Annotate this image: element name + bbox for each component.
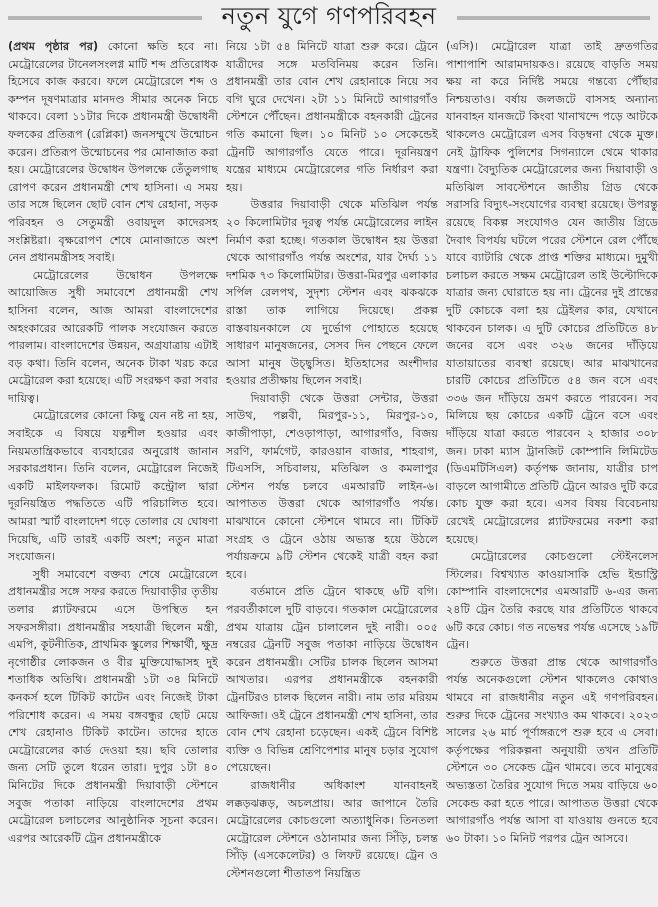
paragraph: রাজধানীর অধিকাংশ যানবাহনই লক্কড়ঝক্কড়, অচলপ্রায়। আর জাপানে তৈরি মেট্রোরেলের কোচগুলো অত্যাধুনিক। তিনতলা মেট্রোরেল স্টেশনে ওঠানামার জন্য সিঁড়ি, চলন্ত সিঁড়ি (এসকেলেটর) ও লিফট রয়েছে। ট্রেন ও স্টেশনগুলো শীতাতপ নিয়ন্ত্রিত bbox=[226, 778, 438, 880]
paragraph: উত্তরার দিয়াবাড়ী থেকে মতিঝিল পর্যন্ত ২০ কিলোমিটার দূরত্ব পর্যন্ত মেট্রোরেলের লাইন নির্মাণ করা হচ্ছে। গতকাল উদ্বোধন হয় উত্তরা থেকে আগারগাঁও পর্যন্ত অংশের, যার দৈর্ঘ্য ১১ দশমিক ৭৩ কিলোমিটার। উত্তরা-মিরপুর এলাকার সর্পিল রেলপথ, সুদৃশ্য স্টেশন এবং ঝকঝকে রাস্তা তাক লাগিয়ে দিয়েছে। প্রকল্প বাস্তবায়নকালে যে দুর্ভোগ পোহাতে হয়েছে সাধারণ মানুষজনের, সেসব দিন পেছনে ফেলে আসা মানুষ উচ্ছ্বসিত। ইতিহাসের অংশীদার হওয়ার প্রতীক্ষায় ছিলেন সবাই। bbox=[226, 198, 438, 388]
headline-rule-left bbox=[8, 16, 202, 20]
paragraph: মেট্রোরেলের কোচগুলো স্টেইনলেস স্টিলের। বিশ্বখ্যাত কাওয়াসাকি হেভি ইন্ডাস্ট্রি কোম্পানি বাংলাদেশের এমআরটি ৬-এর জন্য ২৪টি ট্রেন তৈরি করছে যার প্রতিটিতে থাকবে ৬টি করে কোচ। গত নভেম্বর পর্যন্ত এসেছে ১৯টি ট্রেন। bbox=[446, 550, 658, 652]
paragraph: বর্তমানে প্রতি ট্রেনে থাকছে ৬টি বগি। পরবর্তীকালে দুটি বাড়বে। গতকাল মেট্রোরেলের প্রথম যাত্রায় ট্রেন চালালেন দুই নারী। ০০৫ নম্বরের ট্রেনটি সবুজ পতাকা নাড়িয়ে উদ্বোধন করেন প্রধানমন্ত্রী। সেটির চালক ছিলেন আসমা আখতার। এরপর প্রধানমন্ত্রীকে বহনকারী ট্রেনটিরও চালক ছিলেন নারী। নাম তার মরিয়ম আফিজা। ওই ট্রেনে প্রধানমন্ত্রী শেখ হাসিনা, তার বোন শেখ রেহানা চড়েছেন। একই ট্রেনে বিশিষ্ট ব্যক্তি ও বিভিন্ন শ্রেণিপেশার মানুষ চড়ার সুযোগ পেয়েছেন। bbox=[226, 585, 438, 775]
article-column-3 bbox=[446, 38, 658, 900]
paragraph: মেট্রোরেলের উদ্বোধন উপলক্ষে আয়োজিত সুধী সমাবেশে প্রধানমন্ত্রী শেখ হাসিনা বলেন, আজ আমরা বাংলাদেশের অহংকারের আরেকটি পালক সংযোজন করতে পারলাম। বাংলাদেশের উন্নয়ন, অগ্রযাত্রায় এটাই বড় কথা। তিনি বলেন, অনেক টাকা খরচ করে মেট্রোরেল করা হয়েছে। এটি সংরক্ষণ করা সবার দায়িত্ব। bbox=[8, 268, 218, 405]
article-body bbox=[8, 38, 658, 900]
paragraph: নিয়ে ১টা ৫৪ মিনিটে যাত্রা শুরু করে। ট্রেনে যাত্রীদের সঙ্গে মতবিনিময় করেন তিনি। প্রধানমন্ত্রী তার বোন শেখ রেহানাকে নিয়ে সব বগি ঘুরে দেখেন। ২টা ১১ মিনিটে আগারগাঁও স্টেশনে পৌঁছেন। প্রধানমন্ত্রীকে বহনকারী ট্রেনের গতি কমানো ছিল। ১০ মিনিট ১০ সেকেন্ডেই ট্রেনটি আগারগাঁও যেতে পারে। দূরনিয়ন্ত্রণ যন্ত্রের মাধ্যমে মেট্রোরেলের গতি নির্ধারণ করা হয়। bbox=[226, 40, 438, 194]
continued-from-label: (প্রথম পৃষ্ঠার পর) bbox=[8, 40, 99, 53]
article-column-1 bbox=[8, 38, 218, 900]
paragraph: সুধী সমাবেশে বক্তব্য শেষে মেট্রোরেলে প্রধানমন্ত্রীর সঙ্গে সফর করতে দিয়াবাড়ীর তৃতীয় তলার প্ল্যাটফরমে এসে উপস্থিত হন সফরসঙ্গীরা। প্রধানমন্ত্রীর সহযাত্রী ছিলেন মন্ত্রী, এমপি, কূটনীতিক, প্রাথমিক স্কুলের শিক্ষার্থী, ক্ষুদ্র নৃগোষ্ঠীর লোকজন ও বীর মুক্তিযোদ্ধাসহ দুই শতাধিক অতিথি। প্রধানমন্ত্রী ১টা ৩৪ মিনিটে কনকর্স হলে টিকিট কাটেন এবং নিজেই টাকা পরিশোধ করেন। এ সময় বঙ্গবন্ধুর ছোট মেয়ে শেখ রেহানাও টিকিট কাটেন। তাদের হাতে মেট্রোরেলের কার্ড দেওয়া হয়। ছবি তোলার জন্য সেটি তুলে ধরেন তারা। দুপুর ১টা ৪০ মিনিটের দিকে প্রধানমন্ত্রী দিয়াবাড়ী স্টেশনে সবুজ পতাকা নাড়িয়ে বাংলাদেশের প্রথম মেট্রোরেল চলাচলের আনুষ্ঠানিক সূচনা করেন। এরপর আরেকটি ট্রেন প্রধানমন্ত্রীকে bbox=[8, 567, 218, 845]
paragraph: দিয়াবাড়ী থেকে উত্তরা সেন্টার, উত্তরা সাউথ, পল্লবী, মিরপুর-১১, মিরপুর-১০, কাজীপাড়া, শেওড়াপাড়া, আগারগাঁও, বিজয় সরণি, ফার্মগেট, কারওয়ান বাজার, শাহবাগ, টিএসসি, সচিবালয়, মতিঝিল ও কমলাপুর স্টেশন পর্যন্ত চলবে এমআরটি লাইন-৬। আপাতত উত্তরা থেকে আগারগাঁও পর্যন্ত। মাঝখানে কোনো স্টেশনে থামবে না। টিকিট সংগ্রহ ও ট্রেনে ওঠায় অভ্যস্ত হয়ে উঠলে পর্যায়ক্রমে ৯টি স্টেশন থেকেই যাত্রী বহন করা হবে। bbox=[226, 391, 438, 581]
paragraph bbox=[8, 38, 218, 267]
headline-bar bbox=[0, 0, 658, 36]
paragraph-text: কোনো ক্ষতি হবে না। মেট্রোরেলের টানেলসংলগ্ন মাটি শব্দ প্রতিরোধক হিসেবে কাজ করবে। ফলে মেট্রোরেলে শব্দ ও কম্পন দূষণমাত্রার মানদণ্ড সীমার অনেক নিচে থাকবে। বেলা ১১টার দিকে প্রধানমন্ত্রী উদ্বোধনী ফলকের প্রতিরূপ (রেপ্লিকা) জনসম্মুখে উন্মোচন করেন। প্রতিরূপ উন্মোচনের পর মোনাজাত করা হয়। মেট্রোরেলের উদ্বোধন উপলক্ষে তেঁতুলগাছ রোপণ করেন প্রধানমন্ত্রী শেখ হাসিনা। এ সময় তার সঙ্গে ছিলেন ছোট বোন শেখ রেহানা, সড়ক পরিবহন ও সেতুমন্ত্রী ওবায়দুল কাদেরসহ সংশ্লিষ্টরা। বৃক্ষরোপণ শেষে মোনাজাতে অংশ নেন প্রধানমন্ত্রীসহ সবাই। bbox=[8, 40, 218, 265]
article-column-2 bbox=[226, 38, 438, 900]
headline-rule-right bbox=[457, 16, 651, 20]
paragraph: (এসি)। মেট্রোরেল যাত্রা তাই দ্রুতগতির পাশাপাশি আরামদায়কও। রয়েছে বাড়তি সময় ক্ষয় না করে নির্দিষ্ট সময়ে গন্তব্যে পৌঁছার নিশ্চয়তাও। বর্ষায় জলজটে বাসসহ অন্যান্য যানবাহন যানজটে কিংবা খানাখন্দে পড়ে আটকে থাকলেও মেট্রোরেল এসব বিড়ম্বনা থেকে মুক্ত। নেই ট্রাফিক পুলিশের সিগন্যালে থেমে থাকার যন্ত্রণা। বৈদ্যুতিক মেট্রোরেলের জন্য দিয়াবাড়ী ও মতিঝিল সাবস্টেশনে জাতীয় গ্রিড থেকে সরাসরি বিদ্যুৎ-সংযোগের ব্যবস্থা রয়েছে। উপরন্তু রয়েছে বিকল্প সংযোগও যেন জাতীয় গ্রিডে দৈবাৎ বিপর্যয় ঘটলে পরের স্টেশনে রেল পৌঁছে যাবে ব্যাটারি থেকে প্রাপ্ত শক্তির মাধ্যমে। দুমুখী চলাচল করতে সক্ষম মেট্রোরেল তাই উল্টোদিকে যাত্রার জন্য ঘোরাতে হয় না। ট্রেনের দুই প্রান্তের দুটি কোচকে বলা হয় ট্রেইলর কার, যেখানে থাকবেন চালক। এ দুটি কোচের প্রতিটিতে ৪৮ জনের বসে এবং ৩২৬ জনের দাঁড়িয়ে যাতায়াতের ব্যবস্থা রয়েছে। আর মাঝখানের চারটি কোচের প্রতিটিতে ৫৪ জন বসে এবং ৩৩৬ জন দাঁড়িয়ে ভ্রমণ করতে পারবেন। সব মিলিয়ে ছয় কোচের একটি ট্রেনে বসে এবং দাঁড়িয়ে যাত্রা করতে পারবেন ২ হাজার ৩০৮ জন। ঢাকা ম্যাস ট্রানজিট কোম্পানি লিমিটেড (ডিএমটিসিএল) কর্তৃপক্ষ জানায়, যাত্রীর চাপ বাড়লে আগামীতে প্রতিটি ট্রেনে আরও দুটি করে কোচ যুক্ত করা হবে। এসব বিষয় বিবেচনায় রেখেই মেট্রোরেলের প্ল্যাটফরমের নকশা করা হয়েছে। bbox=[446, 40, 658, 546]
headline-title: নতুন যুগে গণপরিবহন bbox=[221, 2, 437, 30]
paragraph: শুরুতে উত্তরা প্রান্ত থেকে আগারগাঁও পর্যন্ত অনেকগুলো স্টেশন থাকলেও কোথাও থামবে না রাজধানীর নতুন এই গণপরিবহন। শুরুর দিকে ট্রেনের সংখ্যাও কম থাকবে। ২০২৩ সালের ২৬ মার্চ পূর্ণাঙ্গরূপে শুরু হবে এ সেবা। কর্তৃপক্ষের পরিকল্পনা অনুযায়ী তখন প্রতিটি স্টেশনে ৩০ সেকেন্ড ট্রেন থামবে। তবে মানুষের অভ্যস্ততা তৈরির সুযোগ দিতে সময় বাড়িয়ে ৬০ সেকেন্ড করা হতে পারে। আপাতত উত্তরা থেকে আগারগাঁও পর্যন্ত আসা বা যাওয়ায় গুনতে হবে ৬০ টাকা। ১০ মিনিট পরপর ট্রেন আসবে। bbox=[446, 655, 658, 845]
paragraph: মেট্রোরেলের কোনো কিছু যেন নষ্ট না হয়, সবাইকে এ বিষয়ে যত্নশীল হওয়ার এবং নিয়মতান্ত্রিকভাবে ব্যবহারের অনুরোধ জানান সরকারপ্রধান। তিনি বলেন, মেট্রোরেল নিজেই একটি মাইলফলক। রিমোট কন্ট্রোল দ্বারা দূরনিয়ন্ত্রিত পদ্ধতিতে এটি পরিচালিত হবে। আমরা স্মার্ট বাংলাদেশ গড়ে তোলার যে ঘোষণা দিয়েছি, এটি তারই একটি অংশ; নতুন মাত্রা সংযোজন। bbox=[8, 409, 218, 564]
